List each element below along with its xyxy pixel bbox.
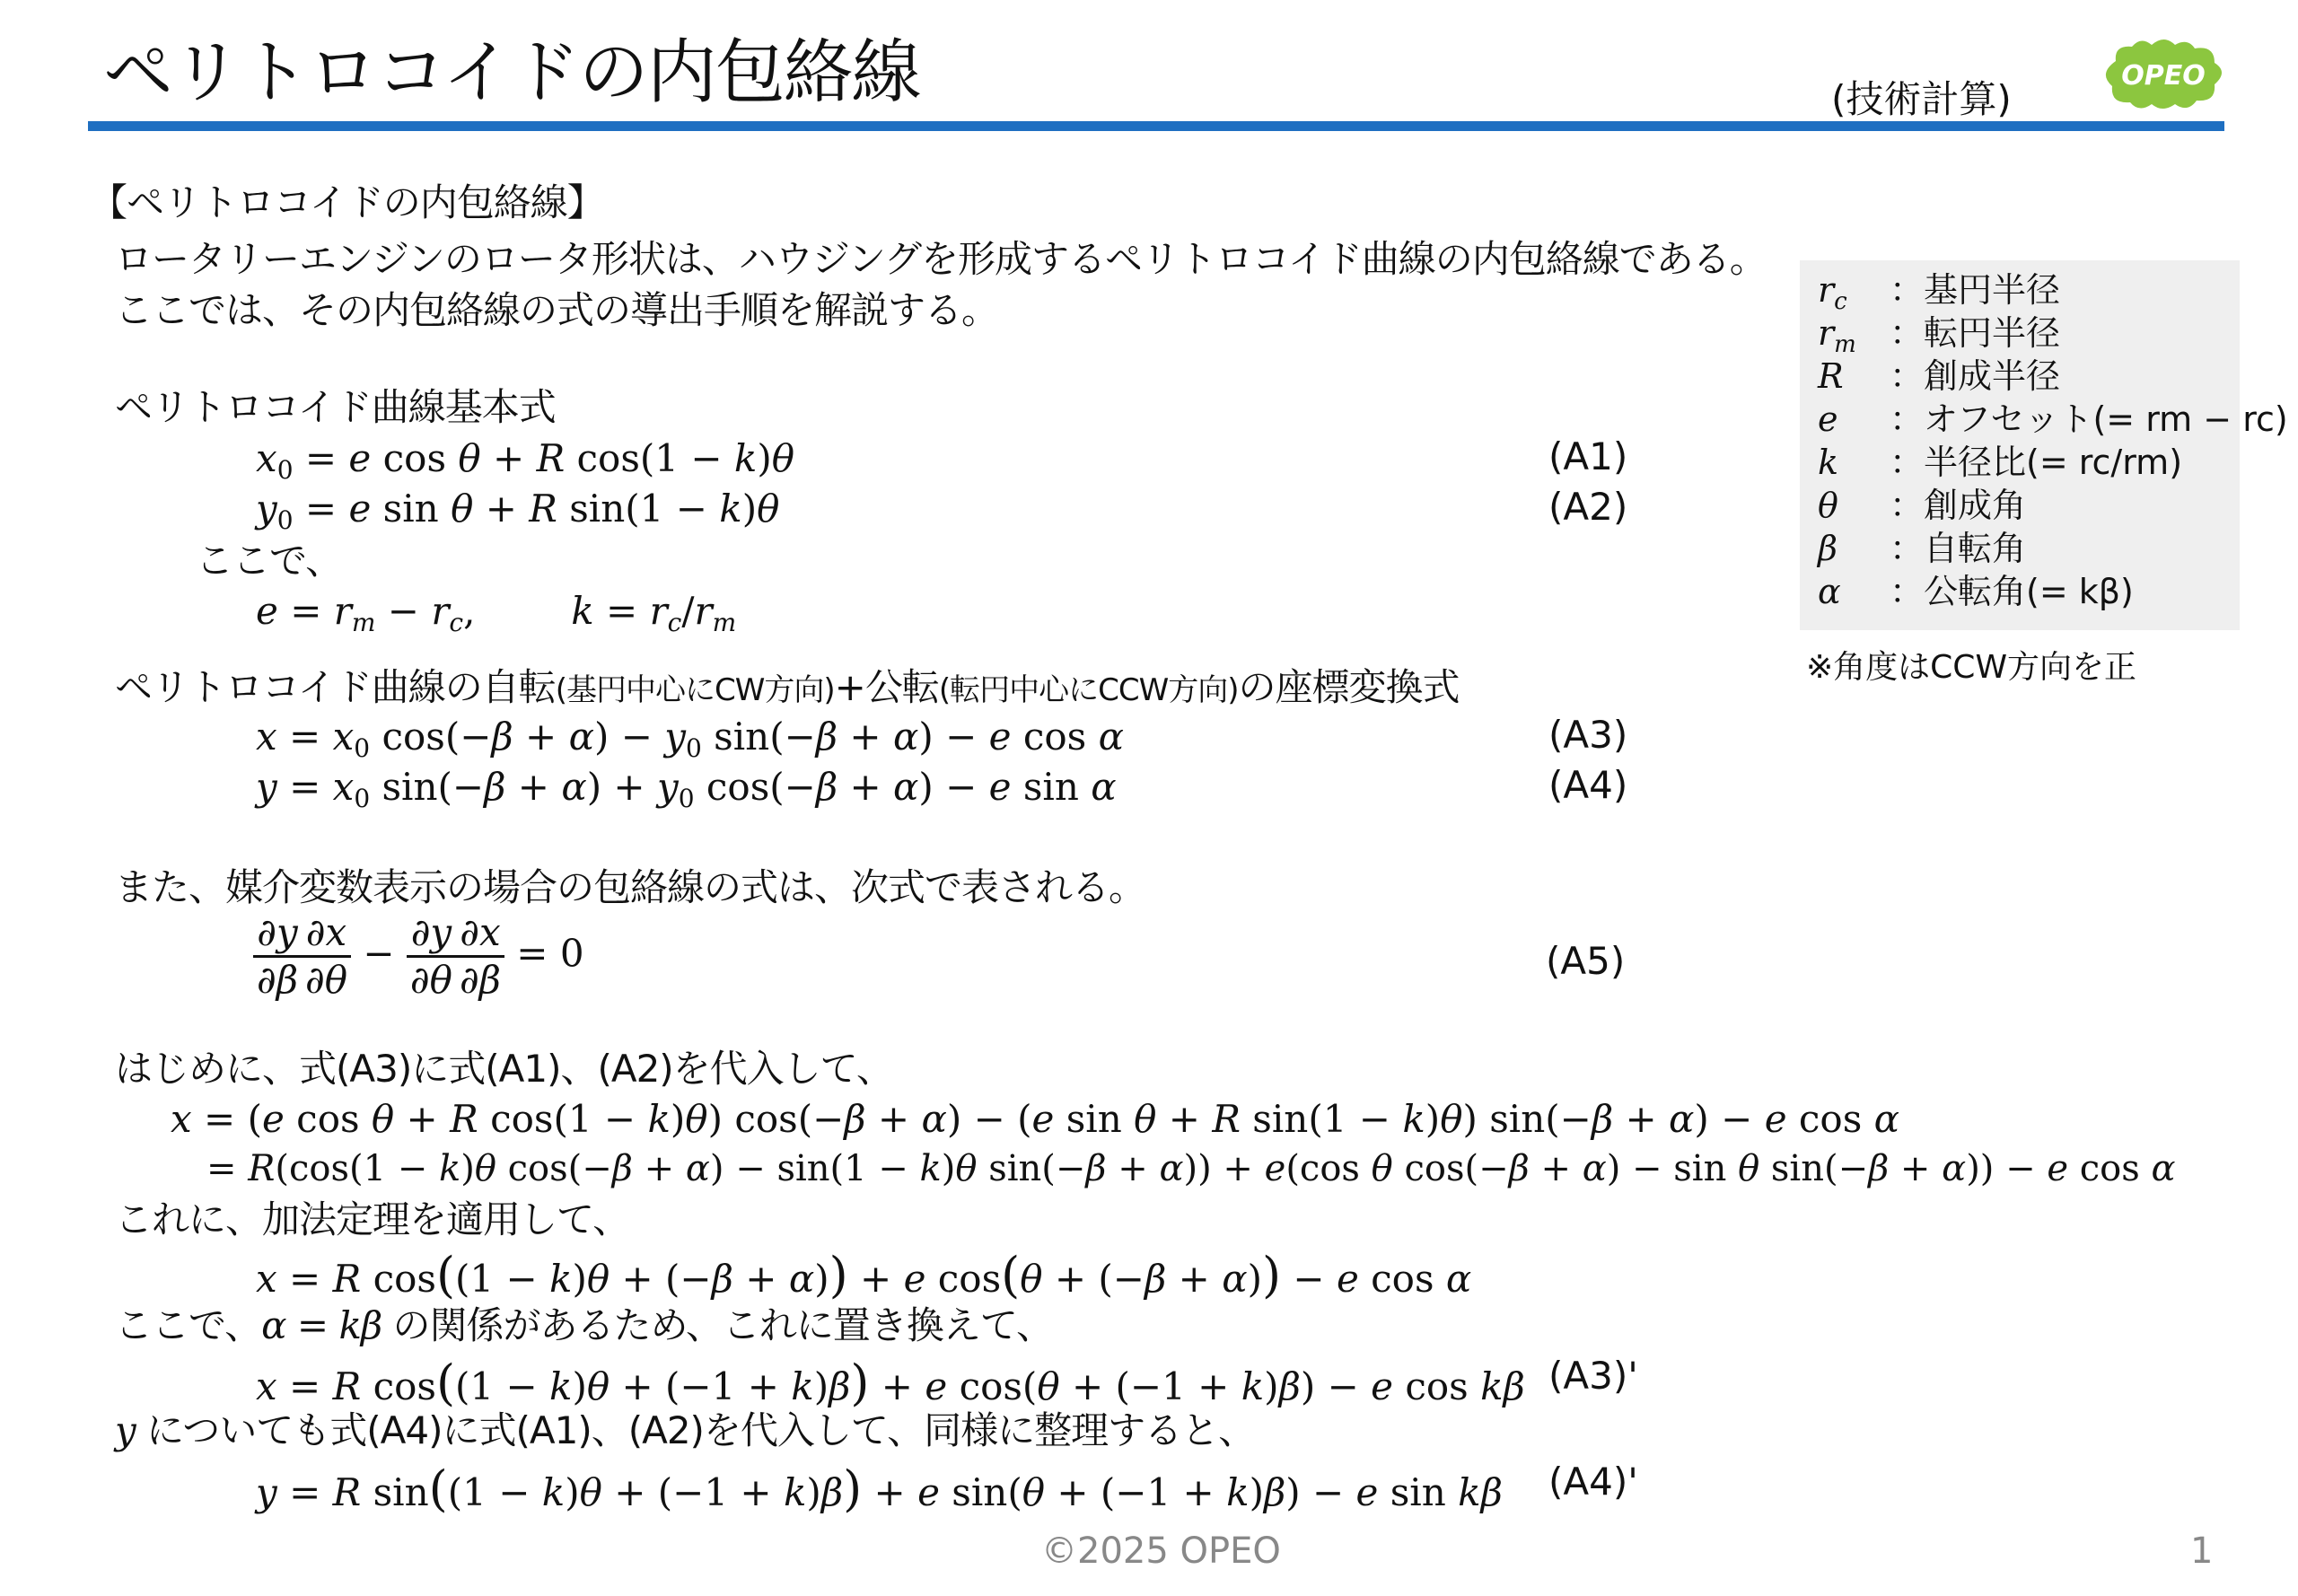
transform-heading: [115, 665, 1460, 709]
equation-a2: $y_0 = e$ sin θ + R sin(1 − k)θ: [256, 487, 780, 535]
label-a4: (A4): [1548, 763, 1628, 807]
transform-heading-note-1: (基円中心にCW方向): [555, 672, 835, 708]
logo-text: OPEO: [2121, 60, 2206, 92]
step3-text-a: ここで、: [115, 1303, 262, 1347]
label-a4-prime: (A4)': [1548, 1460, 1638, 1504]
fraction-dy-dtheta: $\frac{\partial y}{\partial\theta}$: [407, 914, 456, 999]
legend-symbol-theta: θ: [1818, 486, 1838, 525]
legend-row-e: [1818, 399, 2288, 439]
legend-row-k: [1818, 443, 2183, 482]
legend-label-R: ：創成半径: [1890, 356, 2061, 396]
legend-symbol-R: R: [1818, 356, 1844, 396]
equation-a4: $y = x_0$ $\sin(-\beta + \alpha) + y_0$ cos(−β + α) − e sin α: [256, 765, 1117, 813]
page-title: ペリトロコイドの内包絡線: [103, 32, 920, 113]
legend-row-beta: [1818, 531, 2026, 566]
opeo-logo: [2096, 34, 2231, 118]
equation-a3: $x = x_0$ $\cos(-\beta + \alpha) - y_0$ sin(−β + α) − e cos α: [256, 715, 1124, 763]
legend-symbol-alpha: α: [1818, 572, 1841, 611]
copyright: ©2025 OPEO: [1041, 1530, 1281, 1572]
alpha-relation: α = kβ: [261, 1303, 382, 1347]
intro-line-1: ロータリーエンジンのロータ形状は、ハウジングを形成するペリトロコイド曲線の内包絡線である。: [115, 237, 1767, 281]
transform-heading-main-2: +公転: [834, 665, 939, 709]
here-label: ここで、: [196, 539, 343, 583]
legend-row-theta: [1818, 486, 2027, 525]
legend-row-alpha: [1818, 574, 2134, 609]
legend-symbol-rm: $r_m$: [1818, 313, 1856, 358]
symbol-legend: [1800, 260, 2288, 630]
legend-label-rm: ：転円半径: [1890, 313, 2061, 353]
fraction-dx-dbeta: $\frac{\partial x}{\partial\beta}$: [456, 914, 504, 999]
step3-text: [115, 1303, 1054, 1347]
step4-text: [115, 1408, 1256, 1452]
legend-row-R: [1818, 356, 2061, 396]
equation-a3-prime: x = R cos((1 − k)θ + (−1 + k)β) + e cos(θ + (−1 + k)β) − e cos kβ: [256, 1355, 1525, 1411]
legend-label-k: ：半径比(= rc/rm): [1890, 443, 2183, 482]
fraction-dy-dbeta: $\frac{\partial y}{\partial\beta}$: [253, 914, 302, 999]
page-number: 1: [2190, 1530, 2214, 1572]
y-symbol: y: [115, 1408, 136, 1452]
legend-label-alpha: ：公転角(= kβ): [1890, 572, 2134, 611]
equation-a4-prime: y = R sin((1 − k)θ + (−1 + k)β) + e sin(θ + (−1 + k)β) − e sin kβ: [256, 1460, 1503, 1517]
label-a3-prime: (A3)': [1548, 1354, 1638, 1398]
label-a2: (A2): [1548, 485, 1628, 529]
legend-symbol-beta: β: [1818, 529, 1838, 568]
label-a3: (A3): [1548, 713, 1628, 757]
label-a1: (A1): [1548, 434, 1628, 478]
legend-symbol-e: e: [1818, 399, 1838, 439]
envelope-text: また、媒介変数表示の場合の包絡線の式は、次式で表される。: [115, 865, 1146, 909]
transform-heading-main-1: ペリトロコイド曲線の自転: [115, 665, 556, 709]
transform-heading-main-3: の座標変換式: [1238, 665, 1460, 709]
step3-text-b: の関係があるため、これに置き換えて、: [392, 1303, 1054, 1347]
derivation-line-2: = R(cos(1 − k)θ cos(−β + α) − sin(1 − k)θ sin(−β + α)) + e(cos θ cos(−β + α) − sin θ sin(−β + α)) − e cos α: [206, 1148, 2176, 1189]
legend-symbol-k: k: [1818, 443, 1839, 482]
intro-line-2: ここでは、その内包絡線の式の導出手順を解説する。: [115, 288, 999, 332]
section-heading: 【ペリトロコイドの内包絡線】: [90, 180, 604, 224]
step2-text: これに、加法定理を適用して、: [115, 1197, 630, 1241]
fraction-dx-dtheta: $\frac{\partial x}{\partial\theta}$: [302, 914, 351, 999]
equation-a1: $x_0 = e$ cos θ + R cos(1 − k)θ: [256, 436, 795, 485]
step4-text-b: についても式(A4)に式(A1)、(A2)を代入して、同様に整理すると、: [146, 1408, 1256, 1452]
basic-heading: ペリトロコイド曲線基本式: [115, 385, 556, 429]
legend-row-rc: [1818, 270, 2061, 315]
legend-label-theta: ：創成角: [1890, 486, 2027, 525]
equation-definitions: $e = r_m - r_c$, $k = r_c/r_m$: [256, 589, 737, 637]
legend-symbol-rc: $r_c$: [1818, 270, 1847, 315]
label-a5: (A5): [1546, 939, 1626, 983]
angle-note: ※角度はCCW方向を正: [1806, 649, 2137, 686]
legend-label-beta: ：自転角: [1890, 529, 2027, 568]
legend-label-rc: ：基円半径: [1890, 270, 2061, 310]
legend-row-rm: [1818, 313, 2061, 358]
transform-heading-note-2: (転円中心にCCW方向): [938, 672, 1239, 708]
legend-label-e: ：オフセット(= rm − rc): [1890, 399, 2288, 439]
category-label: (技術計算): [1831, 77, 2012, 121]
derivation-line-3: x = R cos((1 − k)θ + (−β + α)) + e cos(θ + (−β + α)) − e cos α: [256, 1247, 1472, 1303]
derivation-line-1: x = (e cos θ + R cos(1 − k)θ) cos(−β + α) − (e sin θ + R sin(1 − k)θ) sin(−β + α) − e cos α: [171, 1097, 1899, 1141]
step1-text: はじめに、式(A3)に式(A1)、(A2)を代入して、: [115, 1047, 893, 1091]
header-rule: [88, 121, 2224, 131]
equation-a5: $\frac{\partial y}{\partial\beta}$ $\frac{\partial x}{\partial\theta}$ − $\frac{\partial y}{\partial\theta}$ $\frac{\partial x}{\partial\beta}$ = 0: [253, 914, 584, 999]
